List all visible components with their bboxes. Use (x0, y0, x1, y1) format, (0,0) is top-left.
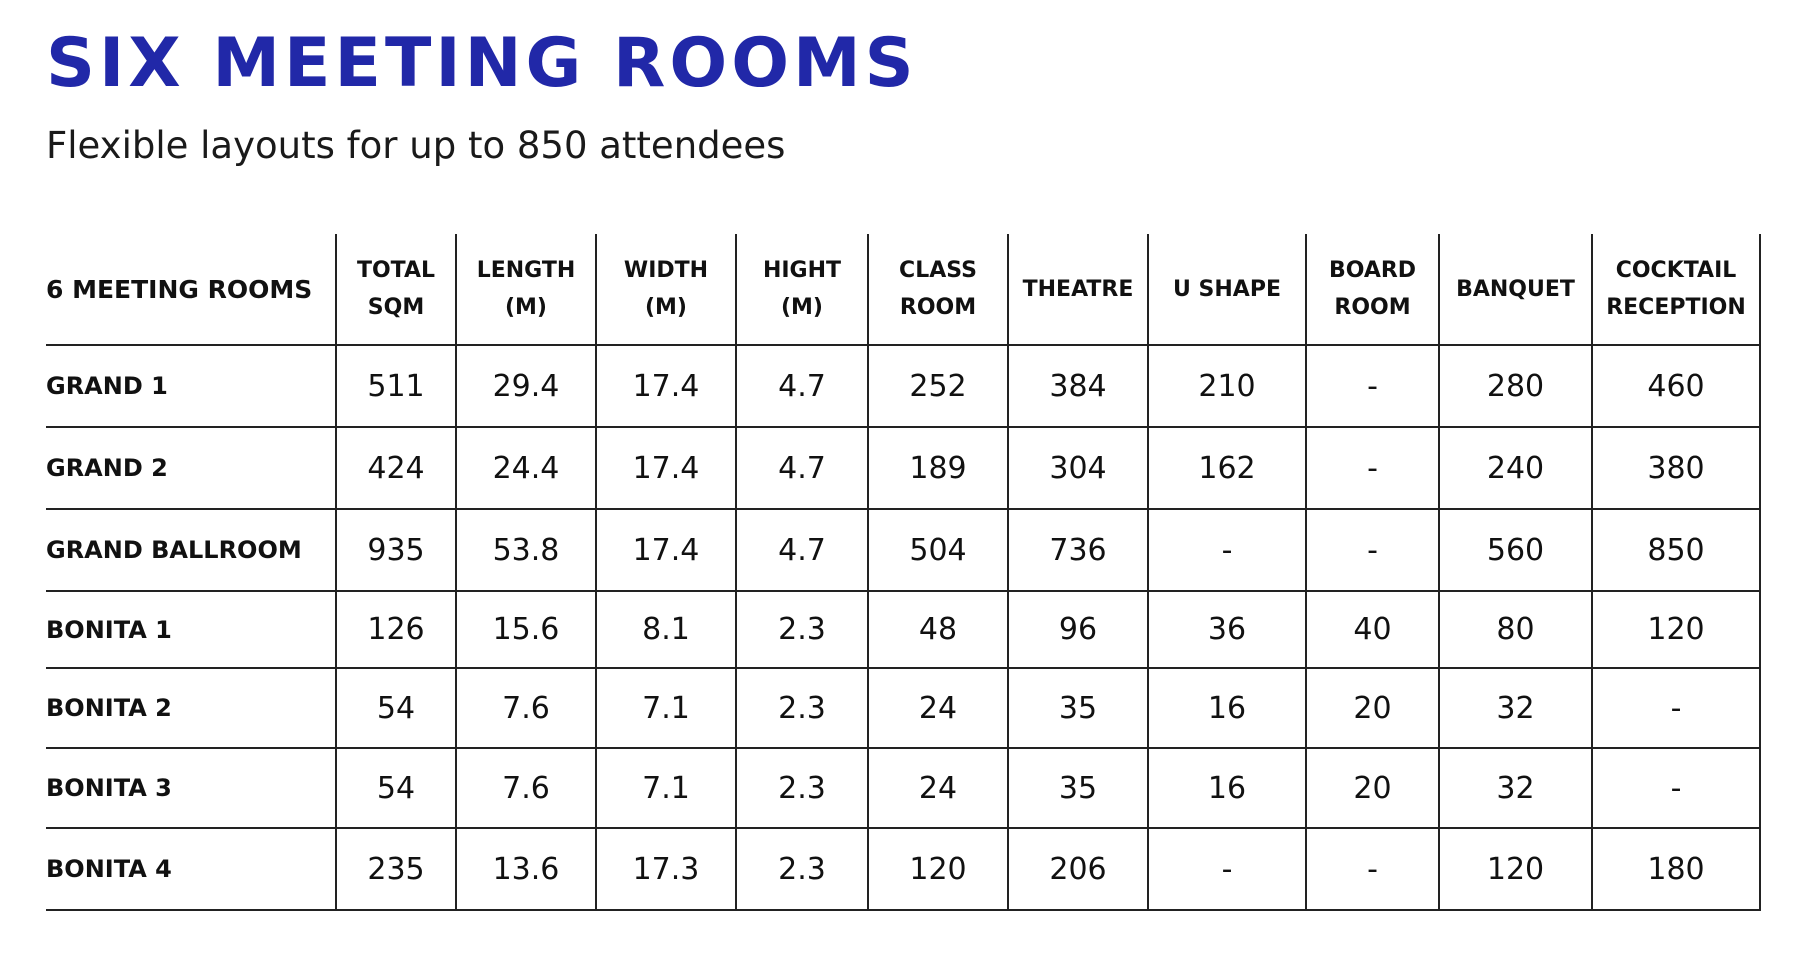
table-row (46, 591, 1760, 668)
header-banquet: BANQUET (1439, 234, 1592, 345)
classroom-cell: 24 (868, 668, 1008, 748)
classroom-cell: 189 (868, 427, 1008, 509)
theatre-cell: 304 (1008, 427, 1148, 509)
height-cell: 2.3 (736, 748, 868, 828)
theatre-cell: 35 (1008, 668, 1148, 748)
boardroom-cell: - (1306, 509, 1439, 591)
table-header-row (46, 234, 1760, 345)
theatre-cell: 384 (1008, 345, 1148, 427)
table-row (46, 828, 1760, 910)
height-cell: 2.3 (736, 591, 868, 668)
banquet-cell: 32 (1439, 668, 1592, 748)
banquet-cell: 560 (1439, 509, 1592, 591)
total-sqm-cell: 54 (336, 668, 456, 748)
header-boardroom: BOARD ROOM (1306, 234, 1439, 345)
header-width: WIDTH (M) (596, 234, 736, 345)
classroom-cell: 504 (868, 509, 1008, 591)
length-cell: 29.4 (456, 345, 596, 427)
table-row (46, 668, 1760, 748)
classroom-cell: 48 (868, 591, 1008, 668)
banquet-cell: 32 (1439, 748, 1592, 828)
u-shape-cell: 210 (1148, 345, 1306, 427)
boardroom-cell: 20 (1306, 668, 1439, 748)
length-cell: 13.6 (456, 828, 596, 910)
u-shape-cell: 16 (1148, 748, 1306, 828)
height-cell: 2.3 (736, 668, 868, 748)
boardroom-cell: - (1306, 427, 1439, 509)
banquet-cell: 240 (1439, 427, 1592, 509)
cocktail-cell: - (1592, 668, 1760, 748)
theatre-cell: 96 (1008, 591, 1148, 668)
theatre-cell: 206 (1008, 828, 1148, 910)
u-shape-cell: 16 (1148, 668, 1306, 748)
height-cell: 4.7 (736, 509, 868, 591)
header-u-shape: U SHAPE (1148, 234, 1306, 345)
room-name-cell: BONITA 3 (46, 748, 336, 828)
theatre-cell: 736 (1008, 509, 1148, 591)
room-name-cell: BONITA 1 (46, 591, 336, 668)
height-cell: 4.7 (736, 427, 868, 509)
total-sqm-cell: 424 (336, 427, 456, 509)
page-subtitle: Flexible layouts for up to 850 attendees (46, 124, 786, 167)
length-cell: 7.6 (456, 748, 596, 828)
boardroom-cell: - (1306, 828, 1439, 910)
room-name-cell: GRAND BALLROOM (46, 509, 336, 591)
header-length: LENGTH (M) (456, 234, 596, 345)
boardroom-cell: 40 (1306, 591, 1439, 668)
room-name-cell: GRAND 1 (46, 345, 336, 427)
u-shape-cell: 162 (1148, 427, 1306, 509)
cocktail-cell: - (1592, 748, 1760, 828)
height-cell: 2.3 (736, 828, 868, 910)
cocktail-cell: 850 (1592, 509, 1760, 591)
page-title: SIX MEETING ROOMS (46, 24, 918, 103)
length-cell: 24.4 (456, 427, 596, 509)
classroom-cell: 24 (868, 748, 1008, 828)
width-cell: 17.4 (596, 427, 736, 509)
cocktail-cell: 460 (1592, 345, 1760, 427)
u-shape-cell: - (1148, 828, 1306, 910)
banquet-cell: 80 (1439, 591, 1592, 668)
cocktail-cell: 120 (1592, 591, 1760, 668)
theatre-cell: 35 (1008, 748, 1148, 828)
length-cell: 7.6 (456, 668, 596, 748)
total-sqm-cell: 235 (336, 828, 456, 910)
banquet-cell: 280 (1439, 345, 1592, 427)
classroom-cell: 252 (868, 345, 1008, 427)
meeting-rooms-table (46, 234, 1761, 911)
cocktail-cell: 380 (1592, 427, 1760, 509)
total-sqm-cell: 935 (336, 509, 456, 591)
total-sqm-cell: 54 (336, 748, 456, 828)
width-cell: 17.4 (596, 345, 736, 427)
width-cell: 7.1 (596, 668, 736, 748)
header-height: HIGHT (M) (736, 234, 868, 345)
room-name-cell: GRAND 2 (46, 427, 336, 509)
table-row (46, 427, 1760, 509)
boardroom-cell: - (1306, 345, 1439, 427)
total-sqm-cell: 126 (336, 591, 456, 668)
cocktail-cell: 180 (1592, 828, 1760, 910)
banquet-cell: 120 (1439, 828, 1592, 910)
header-theatre: THEATRE (1008, 234, 1148, 345)
length-cell: 53.8 (456, 509, 596, 591)
u-shape-cell: - (1148, 509, 1306, 591)
header-total-sqm: TOTAL SQM (336, 234, 456, 345)
room-name-cell: BONITA 2 (46, 668, 336, 748)
total-sqm-cell: 511 (336, 345, 456, 427)
boardroom-cell: 20 (1306, 748, 1439, 828)
width-cell: 17.3 (596, 828, 736, 910)
height-cell: 4.7 (736, 345, 868, 427)
table-row (46, 748, 1760, 828)
room-name-cell: BONITA 4 (46, 828, 336, 910)
length-cell: 15.6 (456, 591, 596, 668)
table-row (46, 509, 1760, 591)
width-cell: 7.1 (596, 748, 736, 828)
u-shape-cell: 36 (1148, 591, 1306, 668)
width-cell: 17.4 (596, 509, 736, 591)
header-cocktail-reception: COCKTAIL RECEPTION (1592, 234, 1760, 345)
table-row (46, 345, 1760, 427)
classroom-cell: 120 (868, 828, 1008, 910)
width-cell: 8.1 (596, 591, 736, 668)
header-room-name: 6 MEETING ROOMS (46, 234, 336, 345)
header-classroom: CLASS ROOM (868, 234, 1008, 345)
